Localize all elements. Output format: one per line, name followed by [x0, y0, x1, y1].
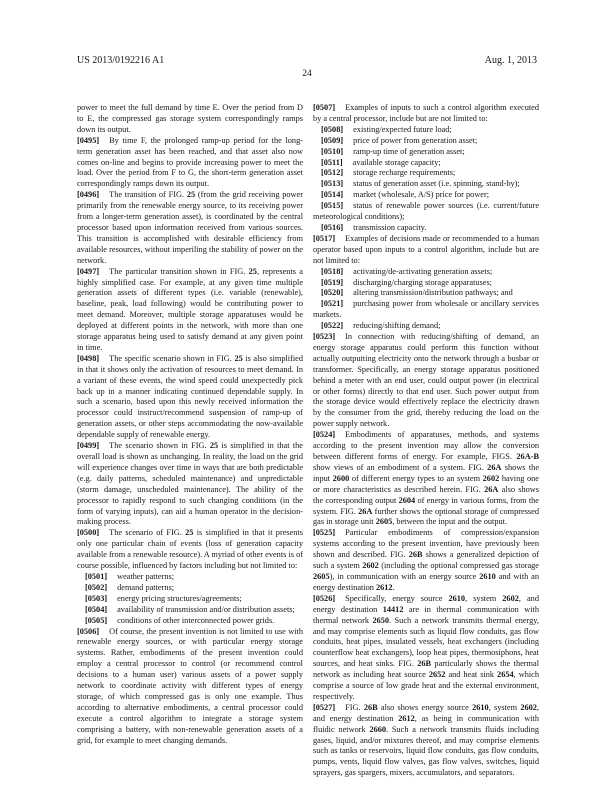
left-column — [77, 103, 303, 779]
paragraph-0517: [0517] Examples of decisions made or recommended to a human operator based upon inputs to a control algorithm, include but are not limited to: — [313, 233, 539, 265]
reference-numeral: 2660 — [369, 724, 387, 734]
paragraph-0499: [0499] The scenario shown in FIG. 25 is simplified in that the overall load is shown as unchanging. In reality, the load on the grid will experience changes over time in ways that are both predictable (e.g. daily patterns, scheduled maintenance) and unpredictable (storm damage, unscheduled maintenance). The ability of the processor to rapidly respond to such changing conditions (in the form of varying inputs), can aid a human operator in the decision-making process. — [77, 441, 303, 527]
reference-numeral: 2610 — [472, 702, 489, 712]
paragraph-0521: [0521] purchasing power from wholesale or ancillary services markets. — [313, 299, 539, 320]
paragraph-number: [0522] — [321, 321, 344, 331]
paragraph-number: [0501] — [85, 571, 108, 581]
reference-numeral: 2602 — [482, 473, 500, 483]
paragraph-number: [0508] — [321, 124, 344, 134]
paragraph-number: [0509] — [321, 135, 344, 145]
reference-numeral: 2602 — [362, 561, 379, 571]
paragraph-0519: [0519] discharging/charging storage apparatuses; — [321, 277, 492, 287]
paragraph-number: [0511] — [321, 157, 343, 167]
paragraph-number: [0521] — [321, 299, 344, 309]
page-number: 24 — [302, 69, 312, 79]
paragraph-number: [0505] — [85, 615, 108, 625]
reference-numeral: 26B — [417, 659, 432, 669]
paragraph-0503: [0503] energy pricing structures/agreements; — [85, 593, 242, 603]
paragraph-0504: [0504] availability of transmission and/or distribution assets; — [85, 604, 295, 614]
paragraph-number: [0518] — [321, 266, 344, 276]
paragraph-0509: [0509] price of power from generation asset; — [321, 135, 478, 145]
reference-numeral: 2604 — [398, 495, 416, 505]
paragraph-number: [0515] — [321, 201, 344, 211]
reference-numeral: 2605 — [313, 571, 330, 581]
reference-numeral: 2654 — [497, 670, 514, 680]
reference-numeral: 26A-B — [516, 452, 539, 461]
paragraph-0498: [0498] The specific scenario shown in FIG. 25 is also simplified in that it shows only the activation of resources to meet demand. In a variant of these events, the wind speed could unexpectedly pick back up in a manner indicating continued dependable supply. In such a scenario, based upon this newly received information the processor could instruct/recommend suspension of ramp-up of generation assets, or other steps accommodating the now-available dependable supply of renewable energy. — [77, 353, 303, 440]
reference-numeral: 2610 — [448, 593, 466, 603]
right-column — [313, 103, 539, 779]
paragraph-0527: [0527] FIG. 26B also shows energy source 2610, system 2602, and energy destination 2612, as being in communication with fluidic network 2660. Such a network transmits fluids including gases, liquid, and/or mixtures thereof, and may comprise elements such as tanks or reservoirs, liquid flow conduits, gas flow conduits, pumps, vents, liquid flow valves, gas flow valves, switches, liquid sprayers, gas spargers, mixers, accumulators, and separators. — [313, 702, 539, 778]
paragraph-0508: [0508] existing/expected future load; — [321, 124, 452, 134]
publication-number: US 2013/0192216 A1 — [77, 55, 165, 66]
paragraph-number: [0513] — [321, 179, 344, 189]
paragraph-number: [0517] — [313, 233, 336, 243]
body-columns — [77, 103, 539, 779]
reference-numeral: 26A — [358, 506, 373, 516]
paragraph-0495: [0495] By time F, the prolonged ramp-up period for the long-term generation asset has been reached, and that asset also now comes on-line and begins to provide increasing power to meet the load. Over the period from F to G, the short-term generation asset correspondingly ramps down its output. — [77, 135, 303, 189]
paragraph-0510: [0510] ramp-up time of generation asset; — [321, 146, 465, 156]
reference-numeral: 25 — [185, 528, 194, 538]
paragraph-0524: [0524] Embodiments of apparatuses, methods, and systems according to the present invention may allow the conversion between different forms of energy. For example, FIGS. 26A-B show views of an embodiment of a system. FIG. 26A shows the input 2600 of different energy types to an system 2602 having one or more characteristics as described herein. FIG. 26A also shows the corresponding output 2604 of energy in various forms, from the system. FIG. 26A further shows the optional storage of compressed gas in storage unit 2605, between the input and the output. — [313, 430, 539, 527]
paragraph-0512: [0512] storage recharge requirements; — [321, 168, 456, 178]
reference-numeral: 26A — [487, 462, 502, 472]
reference-numeral: 26A — [484, 484, 499, 494]
paragraph-number: [0524] — [313, 430, 336, 440]
paragraph-0522: [0522] reducing/shifting demand; — [321, 321, 441, 331]
reference-numeral: 2600 — [332, 473, 350, 483]
reference-numeral: 2652 — [428, 670, 446, 680]
paragraph-number: [0498] — [77, 353, 100, 363]
paragraph-number: [0526] — [313, 593, 336, 603]
reference-numeral: 26B — [363, 702, 378, 712]
paragraph-0525: [0525] Particular embodiments of compression/expansion systems according to the present invention, have previously been shown and described. FIG. 26B shows a generalized depiction of such a system 2602 (including the optional compressed gas storage 2605), in communication with an energy source 2610 and with an energy destination 2612. — [313, 528, 539, 592]
reference-numeral: 25 — [234, 353, 243, 363]
reference-numeral: 2602 — [502, 593, 519, 603]
reference-numeral: 2650 — [372, 615, 390, 625]
reference-numeral: 14412 — [382, 604, 404, 614]
paragraph-number: [0512] — [321, 168, 344, 178]
reference-numeral: 25 — [248, 266, 257, 276]
reference-numeral: 2610 — [479, 571, 496, 581]
paragraph-continuation: power to meet the full demand by time E. Over the period from D to E, the compressed gas storage system correspondingly ramps down its output. — [77, 103, 303, 134]
reference-numeral: 25 — [186, 190, 196, 200]
paragraph-0518: [0518] activating/de-activating generation assets; — [321, 266, 493, 276]
paragraph-number: [0527] — [313, 702, 336, 712]
paragraph-0496: [0496] The transition of FIG. 25 (from the grid receiving power primarily from the renewable energy source, to its receiving power from a longer-term generation asset), is coordinated by the central processor based upon information received from various sources. This transition is accomplished with desirable efficiency from available resources, without imperiling the stability of power on the network. — [77, 190, 303, 265]
paragraph-0505: [0505] conditions of other interconnected power grids. — [85, 615, 275, 625]
paragraph-0500: [0500] The scenario of FIG. 25 is simplified in that it presents only one particular chain of events (loss of generation capacity available from a renewable resource). A myriad of other events is of course possible, influenced by factors including but not limited to: — [77, 528, 303, 571]
paragraph-number: [0497] — [77, 266, 100, 276]
paragraph-number: [0520] — [321, 288, 344, 298]
paragraph-0513: [0513] status of generation asset (i.e. spinning, stand-by); — [321, 179, 520, 189]
reference-numeral: 2612 — [375, 582, 393, 592]
paragraph-0502: [0502] demand patterns; — [85, 582, 175, 592]
reference-numeral: 2605 — [375, 517, 393, 527]
paragraph-number: [0504] — [85, 604, 108, 614]
paragraph-0511: [0511] available storage capacity; — [321, 157, 441, 167]
paragraph-number: [0496] — [77, 190, 100, 200]
paragraph-0520: [0520] altering transmission/distribution pathways; and — [321, 288, 513, 298]
paragraph-number: [0495] — [77, 135, 100, 145]
paragraph-number: [0510] — [321, 146, 344, 156]
paragraph-0514: [0514] market (wholesale, A/S) price for power; — [321, 190, 490, 200]
paragraph-0497: [0497] The particular transition shown in FIG. 25, represents a highly simplified case. For example, at any given time multiple generation assets of different types (i.e. variable (renewable), baseline, peak, load following) would be contributing power to meet demand. Moreover, multiple storage apparatuses would be deployed at different points in the network, with more than one storage apparatus being used to satisfy demand at any given point in time. — [77, 266, 303, 352]
paragraph-number: [0523] — [313, 332, 336, 342]
paragraph-number: [0507] — [313, 103, 336, 112]
paragraph-0501: [0501] weather patterns; — [85, 571, 175, 581]
paragraph-number: [0516] — [321, 222, 344, 232]
paragraph-number: [0506] — [77, 626, 100, 636]
reference-numeral: 26B — [408, 550, 423, 560]
paragraph-0515: [0515] status of renewable power sources (i.e. current/future meteorological conditions); — [313, 201, 539, 222]
paragraph-0523: [0523] In connection with reducing/shifting of demand, an energy storage apparatus could perform this function without actually outputting electricity onto the network through a busbar or transformer. Specifically, an energy storage apparatus positioned behind a meter with an end user, could output power (in electrical or other forms) directly to that end user. Such power output from the storage device would effectively replace the electricity drawn by the consumer from the grid, thereby reducing the load on the power supply network. — [313, 332, 539, 429]
paragraph-0506: [0506] Of course, the present invention is not limited to use with renewable energy sources, or with particular energy storage systems. Rather, embodiments of the present invention could employ a central processor to control (or recommend control decisions to a human user) various assets of a power supply network to coordinate activity with different types of energy storage, of which compressed gas is only one example. Thus according to alternative embodiments, a central processor could execute a control algorithm to integrate a storage system comprising a battery, with non-renewable generation assets of a grid, for example to meet changing demands. — [77, 626, 303, 745]
paragraph-0507: [0507] Examples of inputs to such a control algorithm executed by a central processor, include but are not limited to: — [313, 103, 539, 123]
paragraph-0516: [0516] transmission capacity. — [321, 222, 427, 232]
paragraph-number: [0499] — [77, 441, 100, 451]
reference-numeral: 2612 — [398, 713, 415, 723]
paragraph-number: [0500] — [77, 528, 100, 538]
paragraph-0526: [0526] Specifically, energy source 2610, system 2602, and energy destination 14412 are in thermal communication with thermal network 2650. Such a network transmits thermal energy, and may comprise elements such as liquid flow conduits, gas flow conduits, heat pipes, insulated vessels, heat exchangers (including counterflow heat exchangers), loop heat pipes, thermosiphons, heat sources, and heat sinks. FIG. 26B particularly shows the thermal network as including heat source 2652 and heat sink 2654, which comprise a source of low grade heat and the external environment, respectively. — [313, 593, 540, 701]
paragraph-number: [0514] — [321, 190, 344, 200]
reference-numeral: 2602 — [520, 702, 537, 712]
paragraph-number: [0525] — [313, 528, 336, 538]
paragraph-number: [0502] — [85, 582, 108, 592]
page-header — [77, 55, 537, 66]
paragraph-number: [0519] — [321, 277, 344, 287]
publication-date: Aug. 1, 2013 — [484, 55, 537, 66]
paragraph-number: [0503] — [85, 593, 108, 603]
reference-numeral: 25 — [209, 441, 219, 451]
